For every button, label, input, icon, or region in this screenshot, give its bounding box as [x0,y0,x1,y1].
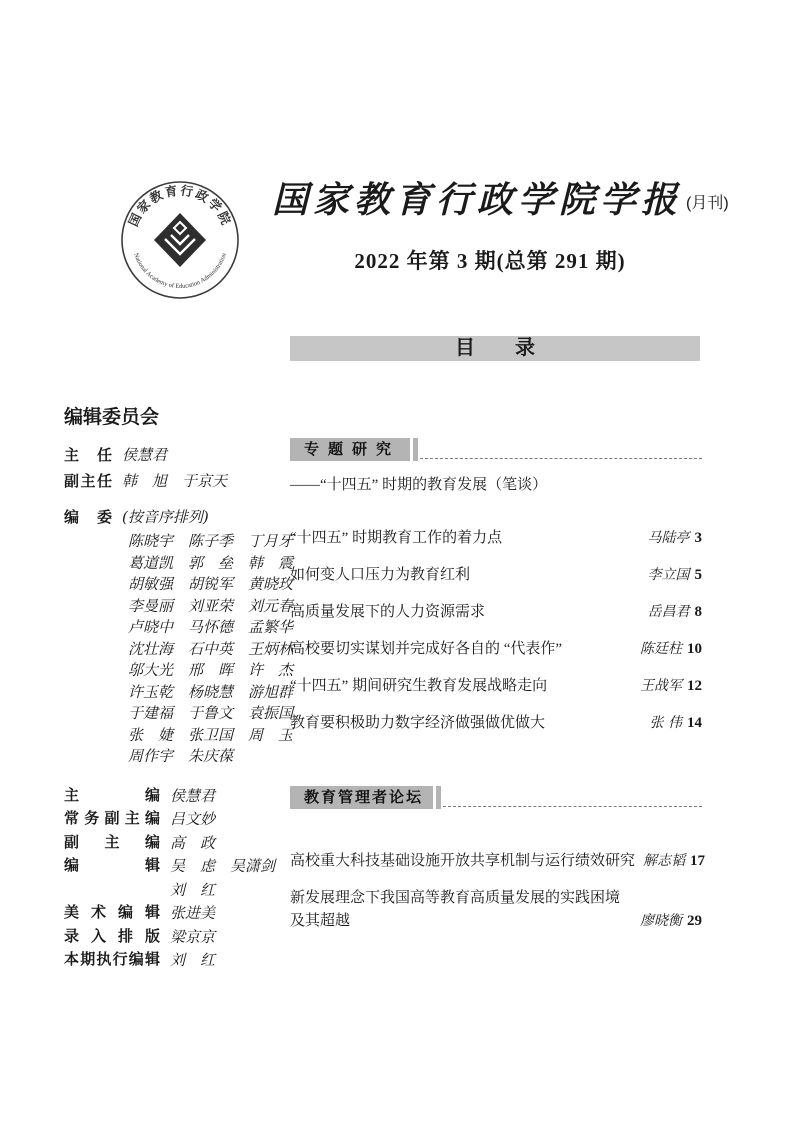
section-dashed-rule [443,806,702,807]
role-names: 刘 红 [170,951,216,969]
article-row [290,601,702,624]
article-title [290,527,640,550]
article-page: 12 [687,678,702,694]
article-author: 张 伟 [649,715,682,731]
section-tab-label: 教育管理者论坛 [290,786,433,809]
article-title-line: 教育要积极助力数字经济做强做优做大 [290,715,546,731]
article-list [290,850,706,933]
committee-name-row: 李曼丽 刘亚荣 刘元春 [128,596,294,615]
staff-row [64,926,284,950]
role-label: 美术编辑 [64,904,160,921]
role-label: 本期执行编辑 [64,951,160,968]
role-names: 张进美 [170,904,216,922]
role-names: 刘 红 [170,880,216,899]
article-page: 8 [694,604,702,620]
committee-name-row: 于建福 于鲁文 袁振国 [128,704,294,722]
role-names: 吴 虑 吴潇剑 [170,857,276,875]
committee-name-row: 卢晓中 马怀德 孟繁华 [128,618,294,636]
article-author: 廖晓衡 [640,913,682,929]
section-subtitle: ——“十四五” 时期的教育发展（笔谈） [290,477,548,493]
staff-row [64,808,284,832]
staff-row [64,855,284,879]
toc-contents [290,438,706,947]
article-title [290,887,632,933]
role-label: 主编 [64,786,160,804]
staff-block [64,785,284,973]
article-title [290,712,642,735]
article-page: 29 [687,913,702,929]
article-author: 王战军 [640,678,682,694]
role-label: 编辑 [64,857,160,874]
article-author: 李立国 [647,567,690,583]
article-row [290,712,702,735]
article-author: 岳昌君 [647,604,690,620]
journal-title-text: 国家教育行政学院学报 [272,179,683,221]
article-ref [648,564,703,587]
article-row [290,850,706,873]
committee-name-row: 邬大光 邢 晖 许 杰 [128,661,294,679]
article-title [290,675,632,698]
article-title-line: 高校重大科技基础设施开放共享机制与运行绩效研究 [290,853,636,869]
editorial-heading: 编辑委员会 [64,407,160,428]
role-label: 录入排版 [64,927,160,945]
committee-name-row: 胡敏强 胡锐军 黄晓玫 [128,575,294,593]
role-names: 梁京京 [170,927,216,946]
committee-name-row: 张 婕 张卫国 周 玉 [128,725,294,744]
role-label: 副主任 [64,473,112,490]
article-title-line: 高质量发展下的人力资源需求 [290,604,486,620]
toc-title-bar: 目 录 [290,336,700,361]
journal-title-suffix: (月刊) [686,195,729,212]
staff-row [64,949,284,973]
article-title [290,850,635,873]
article-page: 3 [694,530,702,546]
committee-block [64,505,294,768]
section-tab-tick [436,786,441,809]
role-label: 副主编 [64,833,160,851]
article-row [290,527,702,550]
article-title-line: 如何变人口压力为教育红利 [290,567,471,583]
committee-label-row [64,505,284,531]
masthead [272,179,729,275]
role-label: 编委 [64,509,112,526]
article-ref [640,675,702,698]
article-ref [640,638,702,661]
article-row [290,564,702,587]
article-author: 解志韬 [643,853,686,869]
article-page: 17 [690,853,706,869]
role-names: 韩 旭 于京天 [122,472,228,490]
article-ref [648,601,703,624]
editorial-committee-panel [64,402,294,973]
seal-bottom-text: National Academy of Education Administration [132,252,228,291]
staff-row [64,785,284,809]
article-page: 10 [687,641,702,657]
article-row [290,638,702,661]
committee-name-row: 周作宇 朱庆葆 [128,747,234,765]
article-row [290,887,702,933]
article-title [290,601,640,624]
staff-row [64,832,284,856]
seal-top-text: 国家教育行政学院 [125,182,235,229]
committee-name-row: 沈壮海 石中英 王炳林 [128,639,294,658]
journal-title [272,179,729,221]
committee-name-row: 葛道凯 郭 垒 韩 震 [128,553,294,572]
staff-row [64,902,284,926]
article-title [290,638,632,661]
article-page: 14 [687,715,702,731]
role-names: 吕文妙 [170,810,216,828]
article-title-line: 新发展理念下我国高等教育高质量发展的实践困境 [290,890,621,906]
editorial-row [64,443,284,469]
role-names: 高 政 [170,833,216,852]
article-ref [648,527,703,550]
article-title-line: “十四五” 时期教育工作的着力点 [290,530,503,546]
article-row [290,675,702,698]
role-label: 主任 [64,447,112,464]
editorial-row [64,469,284,495]
article-page: 5 [694,567,702,583]
journal-seal-logo [118,178,242,302]
section-tab-tick [413,438,418,461]
article-ref [643,850,705,873]
section-tab-label: 专题研究 [290,438,410,461]
article-title [290,564,640,587]
article-title-line: “十四五” 期间研究生教育发展战略走向 [290,678,548,694]
committee-name-row: 陈晓宇 陈子季 丁月牙 [128,532,294,550]
section-header-managers-forum [290,786,702,809]
seal-emblem-diamond [154,213,206,267]
committee-name-list [128,531,294,768]
article-title-line: 及其超越 [290,913,351,929]
role-label: 常务副主编 [64,810,160,827]
article-list [290,527,702,735]
section-header-special-research [290,438,702,461]
article-ref [640,910,702,933]
issue-line: 2022 年第 3 期(总第 291 期) [354,249,626,274]
committee-name-row: 许玉乾 杨晓慧 游旭群 [128,682,294,701]
article-ref [650,712,702,735]
role-names: 侯慧君 [170,786,216,805]
staff-row [64,879,284,903]
committee-note: (按音序排列) [122,508,209,526]
article-title-line: 高校要切实谋划并完成好各自的 “代表作” [290,641,563,657]
role-names: 侯慧君 [122,446,168,464]
article-author: 马陆亭 [647,530,690,546]
section-dashed-rule [420,458,702,459]
article-author: 陈廷柱 [640,641,682,657]
